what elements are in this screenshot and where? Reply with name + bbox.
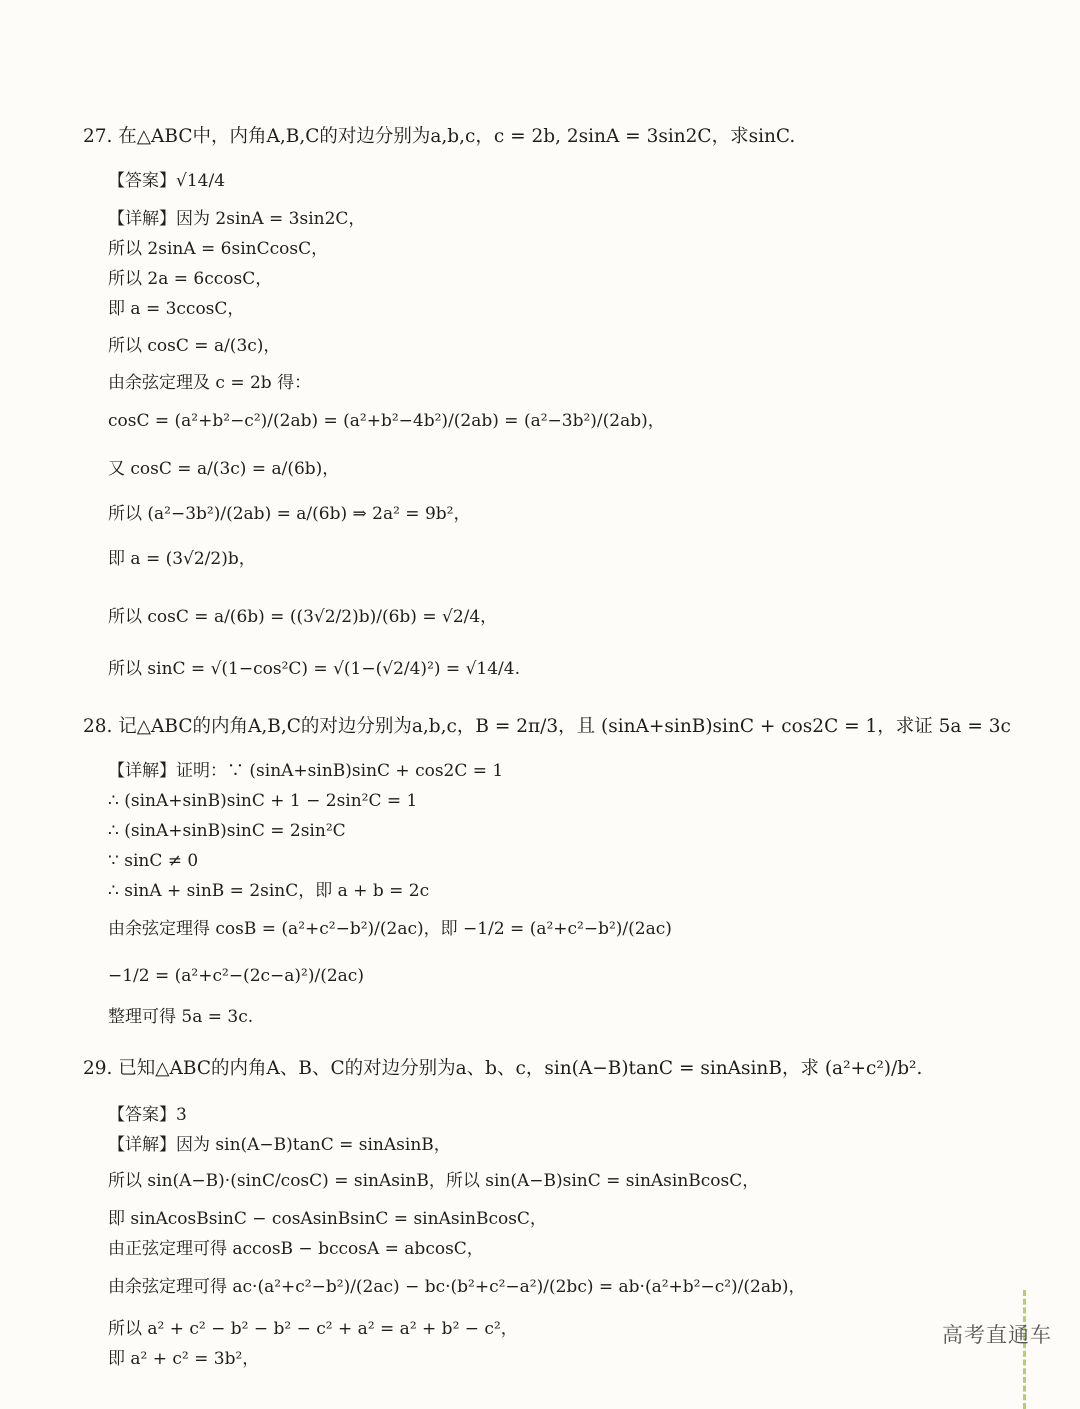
- solution-28-line: ∵ sinC ≠ 0: [108, 851, 199, 871]
- solution-28-line: ∴ (sinA+sinB)sinC = 2sin²C: [108, 821, 346, 841]
- solution-29-line: 由正弦定理可得 accosB − bccosA = abcosC，: [108, 1239, 484, 1259]
- solution-29-line: 即 a² + c² = 3b²，: [108, 1349, 260, 1369]
- answer-27: 【答案】√14/4: [108, 171, 226, 191]
- solution-27-line: cosC = (a²+b²−c²)/(2ab) = (a²+b²−4b²)/(2ab) = (a²−3b²)/(2ab)，: [108, 411, 665, 431]
- dashed-divider: [1023, 1290, 1026, 1409]
- solution-29-line: 由余弦定理可得 ac·(a²+c²−b²)/(2ac) − bc·(b²+c²−a²)/(2bc) = ab·(a²+b²−c²)/(2ab)，: [108, 1277, 806, 1297]
- question-28: 28. 记△ABC的内角A,B,C的对边分别为a,b,c，B = 2π/3，且 (sinA+sinB)sinC + cos2C = 1，求证 5a = 3c: [83, 716, 1011, 737]
- solution-27-line: 所以 cosC = a/(6b) = ((3√2/2)b)/(6b) = √2/4，: [108, 607, 498, 627]
- solution-27-line: 所以 cosC = a/(3c)，: [108, 336, 281, 356]
- answer-29: 【答案】3: [108, 1105, 187, 1125]
- solution-29-line: 即 sinAcosBsinC − cosAsinBsinC = sinAsinBcosC，: [108, 1209, 547, 1229]
- solution-27-line: 【详解】因为 2sinA = 3sin2C，: [108, 209, 366, 229]
- solution-27-line: 所以 2sinA = 6sinCcosC，: [108, 239, 329, 259]
- watermark-text: 高考直通车: [942, 1323, 1052, 1347]
- solution-27-line: 所以 (a²−3b²)/(2ab) = a/(6b) ⇒ 2a² = 9b²，: [108, 504, 471, 524]
- solution-28-line: ∴ sinA + sinB = 2sinC，即 a + b = 2c: [108, 881, 430, 901]
- solution-28-line: 整理可得 5a = 3c.: [108, 1007, 254, 1027]
- solution-28-line: ∴ (sinA+sinB)sinC + 1 − 2sin²C = 1: [108, 791, 418, 811]
- solution-29-line: 所以 a² + c² − b² − b² − c² + a² = a² + b² − c²，: [108, 1319, 518, 1339]
- solution-28-line: 【详解】证明：∵ (sinA+sinB)sinC + cos2C = 1: [108, 761, 504, 781]
- solution-27-line: 所以 sinC = √(1−cos²C) = √(1−(√2/4)²) = √14/4.: [108, 659, 520, 679]
- question-27: 27. 在△ABC中，内角A,B,C的对边分别为a,b,c，c = 2b, 2sinA = 3sin2C，求sinC.: [83, 126, 796, 147]
- solution-28-line: 由余弦定理得 cosB = (a²+c²−b²)/(2ac)，即 −1/2 = (a²+c²−b²)/(2ac): [108, 919, 672, 939]
- question-29: 29. 已知△ABC的内角A、B、C的对边分别为a、b、c，sin(A−B)tanC = sinAsinB，求 (a²+c²)/b².: [83, 1058, 923, 1079]
- solution-29-line: 所以 sin(A−B)·(sinC/cosC) = sinAsinB，所以 sin(A−B)sinC = sinAsinBcosC，: [108, 1171, 760, 1191]
- solution-27-line: 由余弦定理及 c = 2b 得：: [108, 373, 312, 393]
- solution-27-line: 所以 2a = 6ccosC，: [108, 269, 273, 289]
- solution-27-line: 又 cosC = a/(3c) = a/(6b)，: [108, 459, 340, 479]
- solution-27-line: 即 a = (3√2/2)b，: [108, 549, 256, 569]
- solution-29-line: 【详解】因为 sin(A−B)tanC = sinAsinB，: [108, 1135, 451, 1155]
- solution-28-line: −1/2 = (a²+c²−(2c−a)²)/(2ac): [108, 966, 364, 986]
- solution-27-line: 即 a = 3ccosC，: [108, 299, 245, 319]
